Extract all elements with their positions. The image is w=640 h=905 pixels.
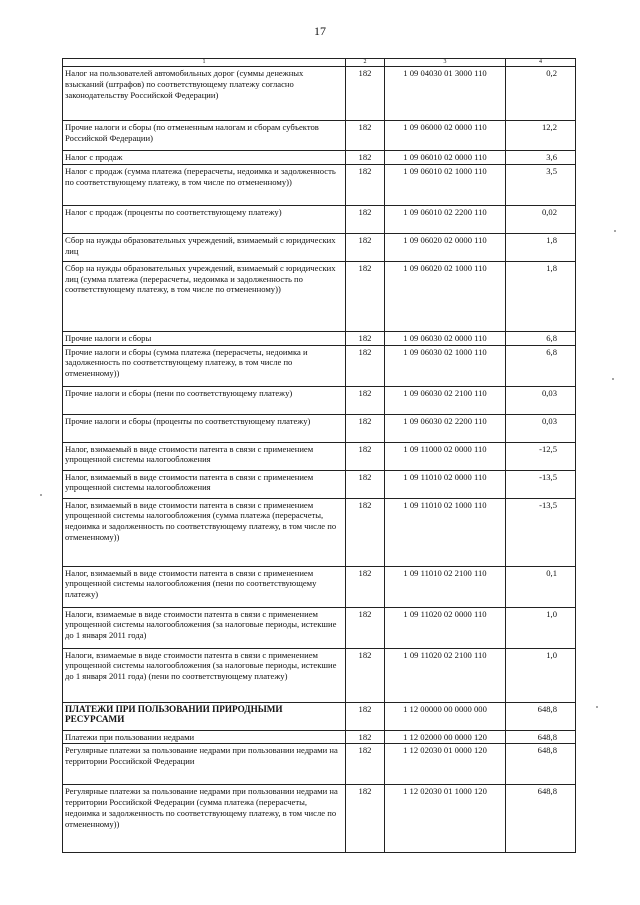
budget-code: 1 12 02000 00 0000 120 (385, 730, 506, 744)
admin-code: 182 (346, 151, 385, 165)
table-row (63, 164, 576, 205)
amount: 648,8 (506, 730, 576, 744)
revenue-name: Налог на пользователей автомобильных дорог (суммы денежных взысканий (штрафов) по соответствующему платежу согласно законодательству Российской Федерации) (63, 67, 346, 121)
amount: 1,0 (506, 607, 576, 648)
amount: 648,8 (506, 744, 576, 785)
revenue-name: Налог, взимаемый в виде стоимости патента в связи с применением упрощенной системы налогообложения (пени по соответствующему платежу) (63, 566, 346, 607)
budget-code: 1 09 11010 02 0000 110 (385, 470, 506, 498)
admin-code: 182 (346, 164, 385, 205)
revenue-name: Налог с продаж (63, 151, 346, 165)
amount: 648,8 (506, 702, 576, 730)
budget-code: 1 09 06010 02 0000 110 (385, 151, 506, 165)
revenue-name: Регулярные платежи за пользование недрами при пользовании недрами на территории Российской Федерации (сумма платежа (перерасчеты, недоимка и задолженность по соответствующему платежу, в том числе по отмененному)) (63, 785, 346, 853)
amount: 0,03 (506, 386, 576, 414)
budget-code: 1 09 06030 02 1000 110 (385, 345, 506, 386)
budget-code: 1 09 06030 02 0000 110 (385, 331, 506, 345)
revenue-name: Прочие налоги и сборы (по отмененным налогам и сборам субъектов Российской Федерации) (63, 121, 346, 151)
budget-code: 1 09 04030 01 3000 110 (385, 67, 506, 121)
table-row (63, 345, 576, 386)
amount: 1,8 (506, 261, 576, 331)
table-row (63, 566, 576, 607)
table-header-row (63, 59, 576, 67)
revenue-name: Налог с продаж (проценты по соответствующему платежу) (63, 205, 346, 233)
revenue-name: Налоги, взимаемые в виде стоимости патента в связи с применением упрощенной системы налогообложения (за налоговые периоды, истекшие до 1 января 2011 года) (63, 607, 346, 648)
table-row (63, 205, 576, 233)
budget-code: 1 09 06010 02 1000 110 (385, 164, 506, 205)
amount: -12,5 (506, 442, 576, 470)
table-row (63, 331, 576, 345)
column-header: 2 (346, 59, 385, 67)
budget-code: 1 09 06010 02 2200 110 (385, 205, 506, 233)
scan-speck (40, 494, 42, 496)
table-row (63, 470, 576, 498)
budget-code: 1 09 11020 02 0000 110 (385, 607, 506, 648)
budget-code: 1 09 11010 02 1000 110 (385, 498, 506, 566)
scan-speck (614, 230, 616, 232)
admin-code: 182 (346, 730, 385, 744)
table-row (63, 261, 576, 331)
admin-code: 182 (346, 607, 385, 648)
budget-code: 1 12 00000 00 0000 000 (385, 702, 506, 730)
admin-code: 182 (346, 345, 385, 386)
table-row (63, 67, 576, 121)
scan-speck (612, 378, 614, 380)
table-row (63, 442, 576, 470)
revenue-table (62, 58, 576, 853)
budget-code: 1 09 06000 02 0000 110 (385, 121, 506, 151)
admin-code: 182 (346, 785, 385, 853)
revenue-name: Прочие налоги и сборы (63, 331, 346, 345)
revenue-name: ПЛАТЕЖИ ПРИ ПОЛЬЗОВАНИИ ПРИРОДНЫМИ РЕСУРСАМИ (63, 702, 346, 730)
revenue-name: Платежи при пользовании недрами (63, 730, 346, 744)
budget-code: 1 09 11000 02 0000 110 (385, 442, 506, 470)
revenue-name: Налоги, взимаемые в виде стоимости патента в связи с применением упрощенной системы налогообложения (за налоговые периоды, истекшие до 1 января 2011 года) (пени по соответствующему платежу) (63, 648, 346, 702)
revenue-name: Прочие налоги и сборы (сумма платежа (перерасчеты, недоимка и задолженность по соответствующему платежу, в том числе по отмененному)) (63, 345, 346, 386)
revenue-name: Сбор на нужды образовательных учреждений, взимаемый с юридических лиц (сумма платежа (перерасчеты, недоимка и задолженность по соответствующему платежу, в том числе по отмененному)) (63, 261, 346, 331)
admin-code: 182 (346, 67, 385, 121)
table-row (63, 785, 576, 853)
amount: 6,8 (506, 331, 576, 345)
admin-code: 182 (346, 470, 385, 498)
budget-code: 1 09 06030 02 2100 110 (385, 386, 506, 414)
page-number: 17 (314, 24, 326, 38)
amount: 0,02 (506, 205, 576, 233)
column-header: 3 (385, 59, 506, 67)
budget-code: 1 09 06030 02 2200 110 (385, 414, 506, 442)
amount: 648,8 (506, 785, 576, 853)
admin-code: 182 (346, 331, 385, 345)
admin-code: 182 (346, 702, 385, 730)
revenue-name: Регулярные платежи за пользование недрами при пользовании недрами на территории Российской Федерации (63, 744, 346, 785)
admin-code: 182 (346, 744, 385, 785)
budget-code: 1 09 11010 02 2100 110 (385, 566, 506, 607)
table-row (63, 233, 576, 261)
amount: 6,8 (506, 345, 576, 386)
budget-code: 1 12 02030 01 0000 120 (385, 744, 506, 785)
admin-code: 182 (346, 233, 385, 261)
amount: 3,5 (506, 164, 576, 205)
table-row (63, 121, 576, 151)
admin-code: 182 (346, 205, 385, 233)
admin-code: 182 (346, 648, 385, 702)
admin-code: 182 (346, 414, 385, 442)
amount: -13,5 (506, 498, 576, 566)
scan-speck (596, 706, 598, 708)
table-row (63, 648, 576, 702)
amount: 0,2 (506, 67, 576, 121)
revenue-name: Налог, взимаемый в виде стоимости патента в связи с применением упрощенной системы налогообложения (63, 470, 346, 498)
revenue-name: Налог, взимаемый в виде стоимости патента в связи с применением упрощенной системы налогообложения (63, 442, 346, 470)
admin-code: 182 (346, 386, 385, 414)
admin-code: 182 (346, 261, 385, 331)
amount: 0,03 (506, 414, 576, 442)
admin-code: 182 (346, 121, 385, 151)
amount: 12,2 (506, 121, 576, 151)
column-header: 4 (506, 59, 576, 67)
table-row (63, 702, 576, 730)
budget-code: 1 12 02030 01 1000 120 (385, 785, 506, 853)
table-row (63, 386, 576, 414)
revenue-name: Налог с продаж (сумма платежа (перерасчеты, недоимка и задолженность по соответствующему платежу, в том числе по отмененному)) (63, 164, 346, 205)
amount: 0,1 (506, 566, 576, 607)
admin-code: 182 (346, 566, 385, 607)
amount: 3,6 (506, 151, 576, 165)
revenue-name: Налог, взимаемый в виде стоимости патента в связи с применением упрощенной системы налогообложения (сумма платежа (перерасчеты, недоимка и задолженность по соответствующему платежу, в том числе по отмененному)) (63, 498, 346, 566)
revenue-name: Прочие налоги и сборы (проценты по соответствующему платежу) (63, 414, 346, 442)
budget-code: 1 09 06020 02 0000 110 (385, 233, 506, 261)
column-header: 1 (63, 59, 346, 67)
revenue-name: Прочие налоги и сборы (пени по соответствующему платежу) (63, 386, 346, 414)
budget-code: 1 09 06020 02 1000 110 (385, 261, 506, 331)
amount: -13,5 (506, 470, 576, 498)
table-row (63, 498, 576, 566)
amount: 1,0 (506, 648, 576, 702)
admin-code: 182 (346, 442, 385, 470)
table-row (63, 607, 576, 648)
admin-code: 182 (346, 498, 385, 566)
revenue-name: Сбор на нужды образовательных учреждений, взимаемый с юридических лиц (63, 233, 346, 261)
amount: 1,8 (506, 233, 576, 261)
budget-code: 1 09 11020 02 2100 110 (385, 648, 506, 702)
table-row (63, 414, 576, 442)
table-row (63, 151, 576, 165)
table-row (63, 730, 576, 744)
table-row (63, 744, 576, 785)
